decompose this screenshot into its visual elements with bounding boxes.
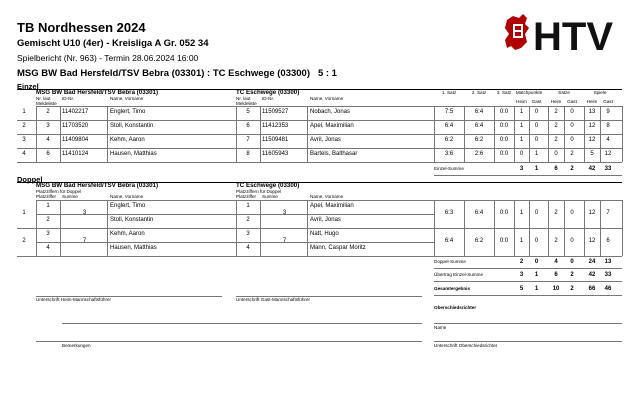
doppel-row-saetze-gast: 0 <box>570 238 574 244</box>
match-score: 5 : 1 <box>317 68 337 79</box>
home-player-name: Stoll, Konstantin <box>110 123 154 129</box>
einzel-row-saetze-heim: 2 <box>554 137 558 143</box>
league-subtitle: Gemischt U10 (4er) - Kreisliga A Gr. 052 34 <box>17 38 209 49</box>
einzel-row-match-gast: 1 <box>534 151 539 157</box>
einzel-col-spiele: Spiele <box>593 90 607 95</box>
einzel-row-spiele-heim: 13 <box>588 109 596 115</box>
transfer-sum-saetze-heim: 6 <box>554 272 558 278</box>
home-player-id: 11409804 <box>62 137 89 143</box>
row-number: 1 <box>22 109 26 115</box>
einzel-row-saetze-gast: 0 <box>570 123 574 129</box>
set2-score: 6:4 <box>474 109 484 115</box>
column-divider <box>548 200 549 256</box>
einzel-row-match-gast: 0 <box>534 137 539 143</box>
einzel-row-saetze-gast: 0 <box>570 109 574 115</box>
einzel-row-match-gast: 0 <box>534 109 539 115</box>
guest-player-name: Avril, Jonas <box>310 137 341 143</box>
transfer-sum-saetze-gast: 2 <box>570 272 574 278</box>
guest-player-2-name: Avril, Jonas <box>310 217 341 223</box>
einzel-match-gast: Gast <box>531 99 542 104</box>
einzel-row-match-gast: 0 <box>534 123 539 129</box>
doppel-row-saetze-gast: 0 <box>570 210 574 216</box>
remarks-line-2 <box>36 341 422 342</box>
set2-score: 6:2 <box>474 137 484 143</box>
row-divider <box>236 242 308 243</box>
row-number: 3 <box>22 137 26 143</box>
transfer-sum-spiele-heim: 42 <box>588 272 596 278</box>
guest-captain-label: Unterschrift Gast-Mannschaftsführer <box>236 297 311 302</box>
einzel-saetze-gast: Gast <box>567 99 577 104</box>
guest-player-name: Bartels, Balthasar <box>310 151 358 157</box>
einzel-col-s1: 1. Satz <box>441 90 457 95</box>
einzel-col-id: ID-Nr. <box>62 96 74 101</box>
doppel-col-summe-guest: Summe <box>262 194 278 199</box>
set3-score: 0:0 <box>499 123 509 129</box>
einzel-col-name-guest: Name, Vorname <box>310 96 344 101</box>
einzel-row-saetze-gast: 0 <box>570 137 574 143</box>
guest-platzziffer-1: 3 <box>246 231 250 237</box>
row-divider <box>434 268 622 269</box>
doppel-sum-saetze-gast: 0 <box>570 259 574 265</box>
doppel-row-number: 2 <box>22 238 26 244</box>
set1-score: 6:3 <box>444 210 454 216</box>
doppel-sum-match-heim: 2 <box>519 259 524 265</box>
row-divider <box>36 214 108 215</box>
row-divider <box>307 214 434 215</box>
remarks-label: Bemerkungen <box>62 343 91 348</box>
total-saetze-gast: 2 <box>570 286 574 292</box>
einzel-row-match-heim: 1 <box>519 137 524 143</box>
set1-score: 7:5 <box>444 109 454 115</box>
einzel-row-spiele-heim: 12 <box>588 137 596 143</box>
column-divider <box>107 200 108 256</box>
column-divider <box>529 106 530 162</box>
home-platzziffer-2: 2 <box>46 217 50 223</box>
einzel-col-saetze: Sätze <box>558 90 570 95</box>
remarks-line <box>62 323 422 324</box>
row-divider <box>434 281 622 282</box>
doppel-row-match-heim: 1 <box>519 238 524 244</box>
einzel-sum-match-heim: 3 <box>519 166 524 172</box>
home-player-id: 11402217 <box>62 109 89 115</box>
einzel-section-label: Einzel <box>17 82 39 91</box>
logo-text: HTV <box>533 15 613 56</box>
set3-score: 0:0 <box>499 137 509 143</box>
einzel-col-s3: 3. Satz <box>496 90 512 95</box>
home-player-name: Englert, Timo <box>110 109 146 115</box>
einzel-row-saetze-heim: 0 <box>554 151 558 157</box>
guest-player-name: Apel, Maximilian <box>310 123 354 129</box>
doppel-row-spiele-heim: 12 <box>588 210 596 216</box>
doppel-row-match-gast: 0 <box>534 210 539 216</box>
set1-score: 6:4 <box>444 238 454 244</box>
doppel-home-team: MSG BW Bad Hersfeld/TSV Bebra (03301) <box>36 182 159 189</box>
column-divider <box>107 106 108 162</box>
guest-platzziffer-2: 2 <box>246 217 250 223</box>
column-divider <box>494 200 495 256</box>
guest-player-1-name: Natt, Hugo <box>310 231 339 237</box>
guest-player-1-name: Apel, Maximilian <box>310 203 354 209</box>
einzel-sum-saetze-gast: 2 <box>570 166 574 172</box>
home-platzziffer-1: 3 <box>46 231 50 237</box>
row-divider <box>36 106 622 107</box>
einzel-row-match-heim: 1 <box>519 109 524 115</box>
einzel-guest-team: TC Eschwege (03300) <box>236 89 300 96</box>
guest-platzziffer-sum: 3 <box>282 210 287 216</box>
einzel-home-team: MSG BW Bad Hersfeld/TSV Bebra (03301) <box>36 89 159 96</box>
einzel-match-heim: Heim <box>516 99 527 104</box>
doppel-guest-team: TC Eschwege (03300) <box>236 182 300 189</box>
row-divider <box>17 162 622 163</box>
home-player-nr: 6 <box>46 151 50 157</box>
einzel-spiele-heim: Heim <box>586 99 598 104</box>
doppel-col-pzs-guest: Platzziffer <box>236 194 257 199</box>
einzel-row-saetze-gast: 2 <box>570 151 574 157</box>
column-divider <box>36 200 37 256</box>
column-divider <box>494 106 495 162</box>
doppel-sum-spiele-heim: 24 <box>588 259 596 265</box>
doppel-sum-spiele-gast: 13 <box>604 259 612 265</box>
column-divider <box>307 200 308 256</box>
total-label: Gesamtergebnis <box>434 286 470 291</box>
htv-logo <box>503 12 623 56</box>
doppel-col-pz-guest: Platzziffern für Doppel <box>236 189 282 194</box>
guest-player-2-name: Mann, Caspar Moritz <box>310 245 366 251</box>
home-platzziffer-2: 4 <box>46 245 50 251</box>
set3-score: 0:0 <box>499 238 509 244</box>
doppel-row-spiele-gast: 6 <box>606 238 610 244</box>
row-divider <box>17 256 622 257</box>
doppel-row-number: 1 <box>22 210 26 216</box>
einzel-col-nr: Nr. laut Meldeliste <box>36 96 57 106</box>
doppel-col-name: Name, Vorname <box>110 194 144 199</box>
guest-player-id: 11412353 <box>262 123 289 129</box>
row-number: 4 <box>22 151 26 157</box>
column-divider <box>564 200 565 256</box>
column-divider <box>464 200 465 256</box>
transfer-sum-spiele-gast: 33 <box>604 272 612 278</box>
doppel-sum-saetze-heim: 4 <box>554 259 558 265</box>
row-divider <box>36 242 108 243</box>
home-platzziffer-1: 1 <box>46 203 50 209</box>
einzel-row-spiele-heim: 5 <box>590 151 594 157</box>
einzel-spiele-gast: Gast <box>603 99 613 104</box>
einzel-row-spiele-gast: 9 <box>606 109 610 115</box>
einzel-sum-saetze-heim: 6 <box>554 166 558 172</box>
column-divider <box>307 106 308 162</box>
column-divider <box>584 106 585 162</box>
guest-player-nr: 7 <box>246 137 250 143</box>
doppel-row-saetze-heim: 2 <box>554 210 558 216</box>
guest-player-id: 11605943 <box>262 151 289 157</box>
home-platzziffer-sum: 7 <box>82 238 87 244</box>
column-divider <box>584 200 585 256</box>
column-divider <box>564 106 565 162</box>
einzel-sum-match-gast: 1 <box>534 166 539 172</box>
referee-sign-label: Unterschrift Oberschiedsrichter <box>434 343 498 348</box>
einzel-row-match-heim: 1 <box>519 123 524 129</box>
referee-name-label: Name <box>434 325 447 330</box>
home-player-2-name: Hausen, Matthias <box>110 245 157 251</box>
doppel-section-label: Doppel <box>17 175 43 184</box>
column-divider <box>529 200 530 256</box>
set2-score: 6:4 <box>474 123 484 129</box>
einzel-col-match: Matchpunkte <box>515 90 543 95</box>
column-divider <box>514 106 515 162</box>
column-divider <box>514 200 515 256</box>
doppel-row-spiele-gast: 7 <box>606 210 610 216</box>
page-title: TB Nordhessen 2024 <box>17 20 146 35</box>
row-divider <box>434 175 622 176</box>
doppel-col-pz: Platzziffern für Doppel <box>36 189 82 194</box>
einzel-row-spiele-gast: 4 <box>606 137 610 143</box>
row-divider <box>36 200 622 201</box>
doppel-row-spiele-heim: 12 <box>588 238 596 244</box>
total-saetze-heim: 10 <box>552 286 560 292</box>
doppel-row-saetze-heim: 2 <box>554 238 558 244</box>
transfer-sum-match-gast: 1 <box>534 272 539 278</box>
report-info: Spielbericht (Nr. 963) - Termin 28.06.2024 16:00 <box>17 53 199 63</box>
doppel-col-pzs: Platzziffer <box>36 194 57 199</box>
column-divider <box>60 106 61 162</box>
column-divider <box>434 200 435 256</box>
column-divider <box>60 200 61 256</box>
set2-score: 6:4 <box>474 210 484 216</box>
einzel-row-spiele-heim: 12 <box>588 123 596 129</box>
transfer-sum-match-heim: 3 <box>519 272 524 278</box>
column-divider <box>260 200 261 256</box>
column-divider <box>548 106 549 162</box>
set1-score: 3:6 <box>444 151 454 157</box>
einzel-col-nr-guest: Nr. laut Meldeliste <box>236 96 257 106</box>
column-divider <box>622 106 623 162</box>
column-divider <box>600 200 601 256</box>
doppel-row-match-gast: 0 <box>534 238 539 244</box>
doppel-sum-match-gast: 0 <box>534 259 539 265</box>
column-divider <box>464 106 465 162</box>
total-spiele-gast: 46 <box>604 286 612 292</box>
row-divider <box>307 242 434 243</box>
guest-player-nr: 6 <box>246 123 250 129</box>
row-divider <box>107 214 236 215</box>
home-player-2-name: Stoll, Konstantin <box>110 217 154 223</box>
set3-score: 0:0 <box>499 151 509 157</box>
guest-player-name: Nobach, Jonas <box>310 109 351 115</box>
home-player-id: 11703520 <box>62 123 89 129</box>
guest-player-id: 11509527 <box>262 109 289 115</box>
set3-score: 0:0 <box>499 210 509 216</box>
home-player-name: Kehm, Aaron <box>110 137 145 143</box>
total-match-heim: 5 <box>519 286 524 292</box>
doppel-sum-label: Doppel-Summe <box>434 259 466 264</box>
set1-score: 6:2 <box>444 137 454 143</box>
set1-score: 6:4 <box>444 123 454 129</box>
total-match-gast: 1 <box>534 286 539 292</box>
guest-platzziffer-1: 1 <box>246 203 250 209</box>
column-divider <box>434 106 435 162</box>
match-title <box>17 68 337 79</box>
home-player-1-name: Englert, Timo <box>110 203 146 209</box>
column-divider <box>600 106 601 162</box>
home-player-nr: 3 <box>46 123 50 129</box>
einzel-row-spiele-gast: 8 <box>606 123 610 129</box>
set2-score: 2:6 <box>474 151 484 157</box>
column-divider <box>622 200 623 256</box>
guest-player-id: 11509481 <box>262 137 289 143</box>
home-captain-label: Unterschrift Heim-Mannschaftsführer <box>36 297 112 302</box>
match-teams: MSG BW Bad Hersfeld/TSV Bebra (03301) : TC Eschwege (03300) <box>17 68 311 79</box>
row-divider <box>434 295 622 296</box>
set2-score: 6:2 <box>474 238 484 244</box>
doppel-row-match-heim: 1 <box>519 210 524 216</box>
referee-title: Oberschiedsrichter <box>434 305 477 310</box>
einzel-col-id-guest: ID-Nr. <box>262 96 274 101</box>
einzel-col-s2: 2. Satz <box>471 90 487 95</box>
einzel-sum-label: Einzel-Summe <box>434 166 464 171</box>
einzel-row-match-heim: 0 <box>519 151 524 157</box>
guest-player-nr: 8 <box>246 151 250 157</box>
home-player-nr: 4 <box>46 137 50 143</box>
einzel-row-saetze-heim: 2 <box>554 109 558 115</box>
home-player-name: Hausen, Matthias <box>110 151 157 157</box>
einzel-row-spiele-gast: 12 <box>604 151 612 157</box>
referee-name-line <box>434 323 622 324</box>
row-number: 2 <box>22 123 26 129</box>
einzel-row-saetze-heim: 2 <box>554 123 558 129</box>
guest-platzziffer-sum: 7 <box>282 238 287 244</box>
home-player-1-name: Kehm, Aaron <box>110 231 145 237</box>
row-divider <box>236 214 308 215</box>
column-divider <box>236 106 237 162</box>
einzel-sum-spiele-gast: 33 <box>604 166 612 172</box>
home-player-id: 11410124 <box>62 151 89 157</box>
doppel-col-summe: Summe <box>62 194 78 199</box>
guest-player-nr: 5 <box>246 109 250 115</box>
column-divider <box>36 106 37 162</box>
row-divider <box>107 242 236 243</box>
column-divider <box>236 200 237 256</box>
einzel-sum-spiele-heim: 42 <box>588 166 596 172</box>
column-divider <box>260 106 261 162</box>
set3-score: 0:0 <box>499 109 509 115</box>
home-platzziffer-sum: 3 <box>82 210 87 216</box>
einzel-col-name: Name, Vorname <box>110 96 144 101</box>
transfer-sum-label: Übertrag Einzel-Summe <box>434 272 484 277</box>
doppel-col-name-guest: Name, Vorname <box>310 194 344 199</box>
einzel-saetze-heim: Heim <box>550 99 562 104</box>
guest-platzziffer-2: 4 <box>246 245 250 251</box>
referee-sign-line <box>434 341 622 342</box>
home-player-nr: 2 <box>46 109 50 115</box>
total-spiele-heim: 66 <box>588 286 596 292</box>
